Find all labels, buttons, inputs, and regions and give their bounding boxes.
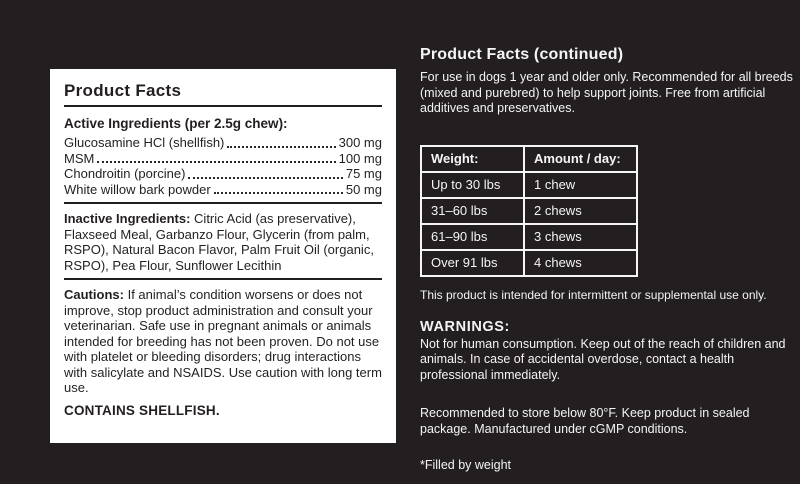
storage-paragraph: Recommended to store below 80°F. Keep product in sealed package. Manufactured under cGMP conditions. xyxy=(420,406,750,436)
dosage-header-row xyxy=(421,146,637,172)
dot-leader xyxy=(227,146,335,148)
amount-header: Amount / day: xyxy=(524,146,637,172)
dot-leader xyxy=(97,161,335,163)
weight-cell: 31–60 lbs xyxy=(421,198,524,224)
weight-cell: Over 91 lbs xyxy=(421,250,524,276)
section-divider xyxy=(64,202,382,204)
amount-cell: 3 chews xyxy=(524,224,637,250)
amount-cell: 4 chews xyxy=(524,250,637,276)
ingredient-name: Chondroitin (porcine) xyxy=(64,166,186,181)
amount-cell: 2 chews xyxy=(524,198,637,224)
dosage-row xyxy=(421,198,637,224)
dosage-row xyxy=(421,224,637,250)
filled-by-weight-note: *Filled by weight xyxy=(420,458,512,472)
section-divider xyxy=(64,278,382,280)
weight-cell: 61–90 lbs xyxy=(421,224,524,250)
title-divider xyxy=(64,105,382,107)
ingredient-row xyxy=(64,166,382,182)
intermittent-use-note: This product is intended for intermittent or supplemental use only. xyxy=(420,287,767,302)
inactive-ingredients-paragraph xyxy=(64,211,382,273)
product-facts-panel xyxy=(50,69,396,443)
inactive-ingredients-label: Inactive Ingredients: xyxy=(64,211,191,226)
ingredient-row xyxy=(64,135,382,151)
ingredient-row xyxy=(64,151,382,167)
cautions-label: Cautions: xyxy=(64,287,124,302)
active-ingredients-list xyxy=(64,135,382,197)
inactive-ingredients-text: Citric Acid (as preservative), Flaxseed Meal, Garbanzo Flour, Glycerin (from palm, RSPO), Natural Bacon Flavor, Palm Fruit Oil (organic, RSPO), Pea Flour, Sunflower Lecithin xyxy=(64,211,374,273)
dot-leader xyxy=(214,192,343,194)
ingredient-row xyxy=(64,182,382,198)
amount-cell: 1 chew xyxy=(524,172,637,198)
warnings-paragraph: Not for human consumption. Keep out of the reach of children and animals. In case of accidental overdose, contact a health professional immediately. xyxy=(420,336,786,382)
dot-leader xyxy=(188,177,342,179)
ingredient-amount: 300 mg xyxy=(338,135,382,150)
usage-intro-paragraph: For use in dogs 1 year and older only. Recommended for all breeds (mixed and purebred) to help support joints. Free from artificial additives and preservatives. xyxy=(420,70,793,115)
warnings-heading: WARNINGS: xyxy=(420,318,510,335)
ingredient-name: White willow bark powder xyxy=(64,181,211,197)
cautions-text: If animal’s condition worsens or does not improve, stop product administration and consult your veterinarian. Safe use in pregnant animals or animals intended for breeding has not been proven. Do not use with platelet or bleeding disorders; drug interactions with salicylate and NSAIDS. Use caution with long term use. xyxy=(64,287,382,395)
active-ingredients-heading: Active Ingredients (per 2.5g chew): xyxy=(64,116,288,131)
cautions-paragraph xyxy=(64,287,382,396)
ingredient-name: MSM xyxy=(64,150,95,166)
ingredient-amount: 75 mg xyxy=(345,166,382,181)
panel-title: Product Facts xyxy=(64,81,182,100)
product-facts-continued xyxy=(420,46,798,474)
dosage-row xyxy=(421,250,637,276)
contains-shellfish-statement: CONTAINS SHELLFISH. xyxy=(64,402,220,418)
weight-header: Weight: xyxy=(421,146,524,172)
ingredient-name: Glucosamine HCl (shellfish) xyxy=(64,135,225,150)
ingredient-amount: 100 mg xyxy=(338,150,382,166)
dosage-row xyxy=(421,172,637,198)
ingredient-amount: 50 mg xyxy=(345,181,382,197)
continued-title: Product Facts (continued) xyxy=(420,46,624,63)
dosage-table xyxy=(420,145,638,277)
weight-cell: Up to 30 lbs xyxy=(421,172,524,198)
